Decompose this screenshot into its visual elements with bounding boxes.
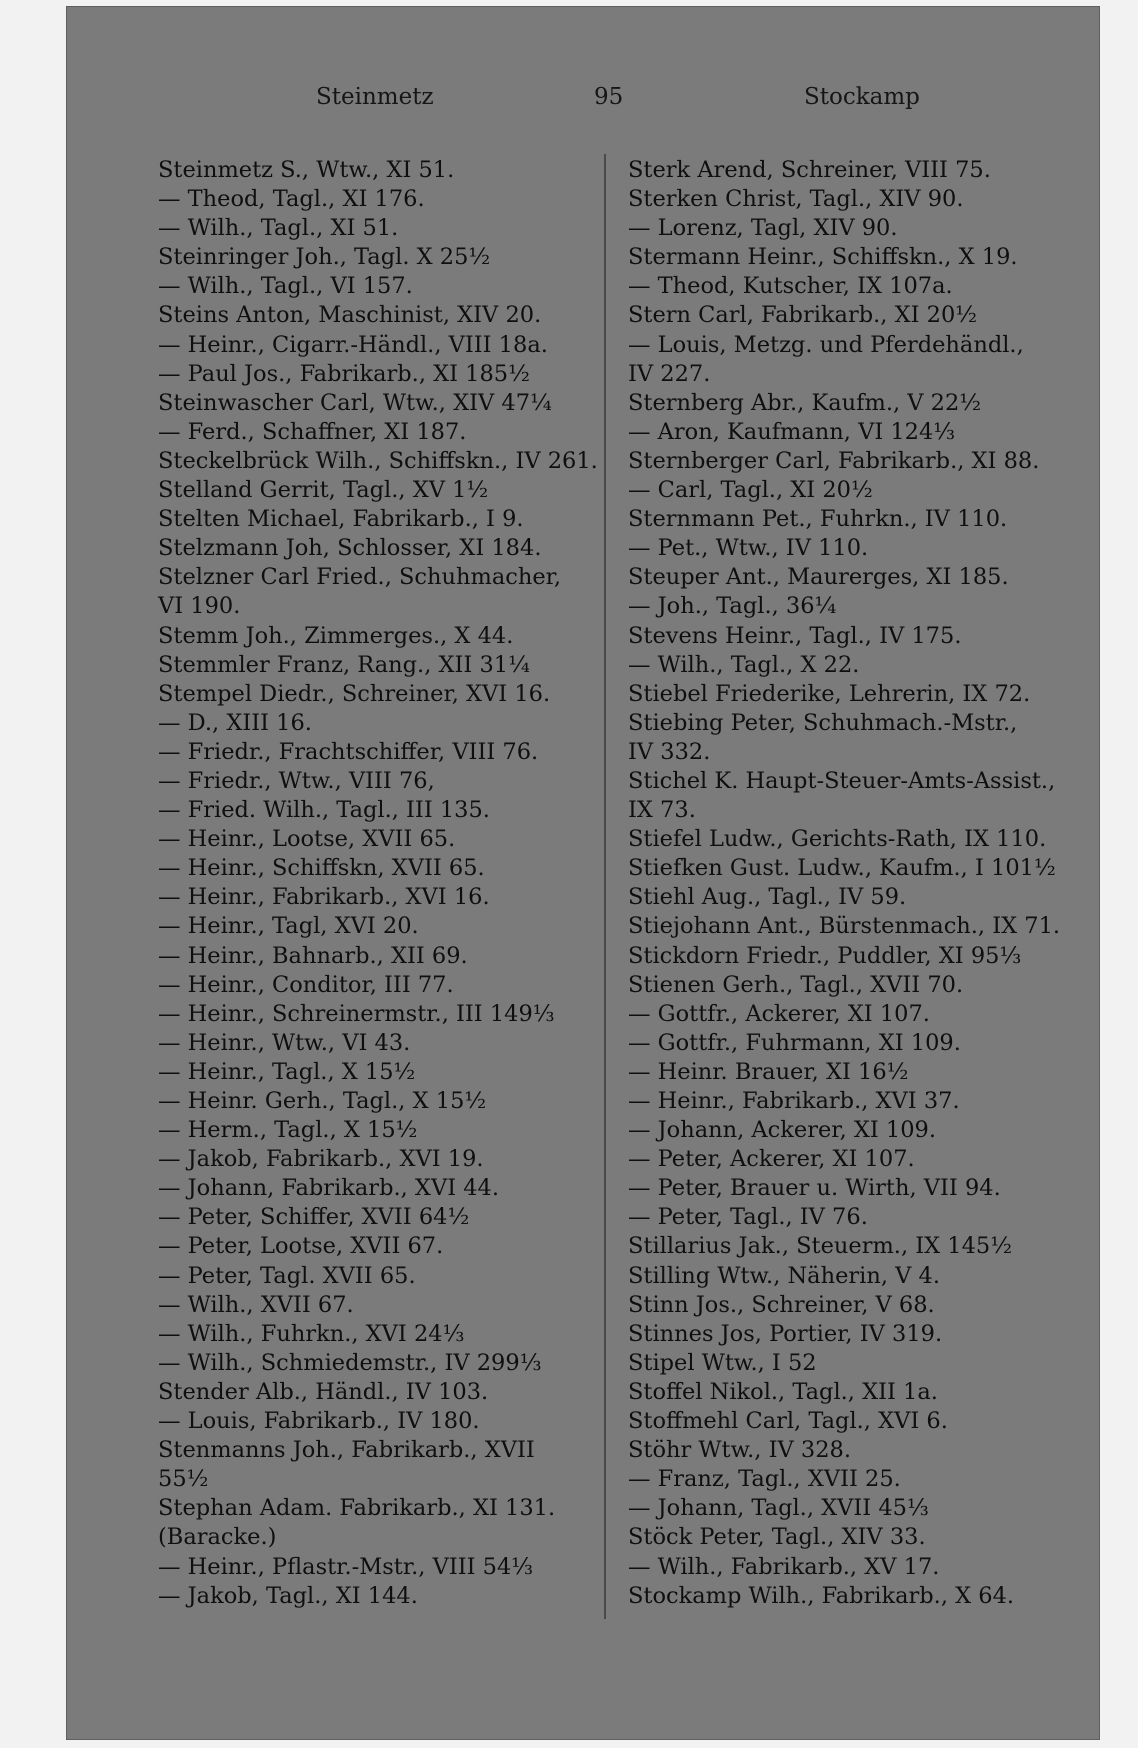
directory-entry: — Joh., Tagl., 36¼ bbox=[628, 593, 837, 620]
right-column bbox=[628, 156, 1061, 1611]
directory-entry: Stichel K. Haupt-Steuer-Amts-Assist., bbox=[628, 767, 1056, 794]
directory-entry: — Johann, Fabrikarb., XVI 44. bbox=[158, 1175, 500, 1202]
directory-entry: — Peter, Lootse, XVII 67. bbox=[158, 1233, 444, 1260]
directory-entry: — Friedr., Frachtschiffer, VIII 76. bbox=[158, 738, 539, 765]
directory-entry: Stillarius Jak., Steuerm., IX 145½ bbox=[628, 1233, 1013, 1260]
directory-entry: — Theod, Tagl., XI 176. bbox=[158, 186, 425, 213]
directory-entry: — Heinr., Pflastr.-Mstr., VIII 54⅓ bbox=[158, 1553, 534, 1580]
directory-entry: Stelzner Carl Fried., Schuhmacher, bbox=[158, 564, 562, 591]
directory-entry: Stöck Peter, Tagl., XIV 33. bbox=[628, 1524, 926, 1551]
directory-entry: — Heinr., Schreinermstr., III 149⅓ bbox=[158, 1000, 555, 1027]
directory-entry: — Wilh., Tagl., XI 51. bbox=[158, 215, 399, 242]
directory-entry: — Heinr., Cigarr.-Händl., VIII 18a. bbox=[158, 331, 548, 358]
directory-entry: — Wilh., Tagl., X 22. bbox=[628, 651, 860, 678]
directory-entry: — Peter, Schiffer, XVII 64½ bbox=[158, 1204, 470, 1231]
directory-entry: Stelzmann Joh, Schlosser, XI 184. bbox=[158, 535, 542, 562]
directory-entry: — Carl, Tagl., XI 20½ bbox=[628, 477, 873, 504]
directory-entry: — Wilh., Tagl., VI 157. bbox=[158, 273, 413, 300]
directory-entry: — Heinr., Fabrikarb., XVI 37. bbox=[628, 1088, 960, 1114]
directory-entry: — Theod, Kutscher, IX 107a. bbox=[628, 273, 953, 300]
directory-entry: Stiefel Ludw., Gerichts-Rath, IX 110. bbox=[628, 826, 1047, 853]
directory-entry: Stermann Heinr., Schiffskn., X 19. bbox=[628, 244, 1018, 271]
directory-entry: Stiehl Aug., Tagl., IV 59. bbox=[628, 884, 907, 911]
directory-entry: — Peter, Tagl. XVII 65. bbox=[158, 1262, 416, 1289]
directory-entry: — Aron, Kaufmann, VI 124⅓ bbox=[628, 418, 956, 445]
directory-entry: Stoffmehl Carl, Tagl., XVI 6. bbox=[628, 1408, 948, 1435]
directory-entry: Steinwascher Carl, Wtw., XIV 47¼ bbox=[158, 389, 552, 416]
directory-entry: — Jakob, Tagl., XI 144. bbox=[158, 1582, 418, 1609]
directory-entry: Stender Alb., Händl., IV 103. bbox=[158, 1378, 489, 1405]
directory-entry: — Friedr., Wtw., VIII 76, bbox=[158, 767, 435, 794]
directory-entry: Sternberger Carl, Fabrikarb., XI 88. bbox=[628, 447, 1040, 474]
directory-entry: — Heinr., Tagl, XVI 20. bbox=[158, 913, 419, 940]
directory-entry: — D., XIII 16. bbox=[158, 709, 312, 736]
header-right-keyword: Stockamp bbox=[804, 84, 920, 110]
directory-entry: Stelland Gerrit, Tagl., XV 1½ bbox=[158, 477, 489, 504]
directory-entry: — Heinr. Brauer, XI 16½ bbox=[628, 1058, 909, 1085]
directory-entry: — Wilh., XVII 67. bbox=[158, 1291, 354, 1318]
directory-entry: — Peter, Ackerer, XI 107. bbox=[628, 1146, 915, 1173]
directory-entry: — Herm., Tagl., X 15½ bbox=[158, 1117, 418, 1144]
directory-entry: — Heinr., Tagl., X 15½ bbox=[158, 1058, 416, 1085]
directory-entry: Steinmetz S., Wtw., XI 51. bbox=[158, 157, 455, 183]
directory-entry: Stern Carl, Fabrikarb., XI 20½ bbox=[628, 302, 978, 329]
directory-entry: Stienen Gerh., Tagl., XVII 70. bbox=[628, 971, 964, 998]
directory-entry: Stemmler Franz, Rang., XII 31¼ bbox=[158, 651, 530, 678]
directory-entry: — Heinr., Conditor, III 77. bbox=[158, 971, 454, 998]
directory-page bbox=[66, 6, 1100, 1740]
directory-entry: — Heinr., Lootse, XVII 65. bbox=[158, 826, 456, 853]
directory-entry: — Gottfr., Fuhrmann, XI 109. bbox=[628, 1029, 961, 1056]
directory-entry: — Paul Jos., Fabrikarb., XI 185½ bbox=[158, 360, 530, 387]
directory-entry: Sterk Arend, Schreiner, VIII 75. bbox=[628, 157, 991, 183]
directory-entry: — Heinr., Wtw., VI 43. bbox=[158, 1029, 411, 1056]
column-divider bbox=[604, 154, 606, 1619]
page-header bbox=[66, 84, 1100, 120]
directory-entry: — Wilh., Fabrikarb., XV 17. bbox=[628, 1553, 940, 1580]
directory-entry: Steuper Ant., Maurerges, XI 185. bbox=[628, 564, 1009, 591]
directory-entry: Steckelbrück Wilh., Schiffskn., IV 261. bbox=[158, 447, 598, 474]
directory-entry: — Jakob, Fabrikarb., XVI 19. bbox=[158, 1146, 484, 1173]
directory-entry: VI 190. bbox=[158, 593, 241, 620]
directory-entry: — Louis, Metzg. und Pferdehändl., bbox=[628, 331, 1024, 358]
directory-entry: — Johann, Ackerer, XI 109. bbox=[628, 1117, 937, 1144]
directory-entry: — Heinr., Bahnarb., XII 69. bbox=[158, 942, 468, 969]
directory-entry: 55½ bbox=[158, 1466, 209, 1493]
directory-entry: — Wilh., Schmiedemstr., IV 299⅓ bbox=[158, 1349, 542, 1376]
directory-entry: — Franz, Tagl., XVII 25. bbox=[628, 1466, 901, 1493]
directory-entry: IV 332. bbox=[628, 738, 711, 765]
directory-entry: — Pet., Wtw., IV 110. bbox=[628, 535, 869, 562]
directory-entry: Stilling Wtw., Näherin, V 4. bbox=[628, 1262, 941, 1289]
directory-entry: (Baracke.) bbox=[158, 1524, 277, 1551]
directory-entry: Stiebing Peter, Schuhmach.-Mstr., bbox=[628, 709, 1018, 736]
directory-entry: IV 227. bbox=[628, 360, 711, 387]
directory-entry: Stephan Adam. Fabrikarb., XI 131. bbox=[158, 1495, 556, 1522]
directory-entry: — Lorenz, Tagl, XIV 90. bbox=[628, 215, 898, 242]
directory-entry: — Gottfr., Ackerer, XI 107. bbox=[628, 1000, 930, 1027]
directory-entry: Stockamp Wilh., Fabrikarb., X 64. bbox=[628, 1582, 1015, 1609]
directory-entry: Steins Anton, Maschinist, XIV 20. bbox=[158, 302, 542, 329]
header-left-keyword: Steinmetz bbox=[316, 84, 434, 110]
directory-entry: Stickdorn Friedr., Puddler, XI 95⅓ bbox=[628, 942, 1022, 969]
directory-entry: Stinn Jos., Schreiner, V 68. bbox=[628, 1291, 935, 1318]
directory-entry: — Heinr., Schiffskn, XVII 65. bbox=[158, 855, 485, 882]
directory-entry: Sternmann Pet., Fuhrkn., IV 110. bbox=[628, 506, 1008, 533]
directory-entry: Stiejohann Ant., Bürstenmach., IX 71. bbox=[628, 913, 1061, 940]
left-column bbox=[158, 156, 598, 1611]
directory-entry: Stoffel Nikol., Tagl., XII 1a. bbox=[628, 1378, 938, 1405]
directory-entry: — Wilh., Fuhrkn., XVI 24⅓ bbox=[158, 1320, 465, 1347]
directory-entry: — Fried. Wilh., Tagl., III 135. bbox=[158, 797, 490, 824]
directory-entry: IX 73. bbox=[628, 797, 696, 824]
directory-entry: — Ferd., Schaffner, XI 187. bbox=[158, 418, 467, 445]
directory-entry: — Johann, Tagl., XVII 45⅓ bbox=[628, 1495, 929, 1522]
directory-entry: Stenmanns Joh., Fabrikarb., XVII bbox=[158, 1437, 535, 1464]
directory-entry: — Heinr., Fabrikarb., XVI 16. bbox=[158, 884, 490, 911]
directory-entry: — Louis, Fabrikarb., IV 180. bbox=[158, 1408, 480, 1435]
directory-entry: Stiefken Gust. Ludw., Kaufm., I 101½ bbox=[628, 855, 1056, 882]
page-number: 95 bbox=[594, 84, 624, 110]
directory-entry: Steinringer Joh., Tagl. X 25½ bbox=[158, 244, 491, 271]
directory-entry: Stevens Heinr., Tagl., IV 175. bbox=[628, 622, 962, 649]
directory-entry: Stempel Diedr., Schreiner, XVI 16. bbox=[158, 680, 551, 707]
directory-entry: Stöhr Wtw., IV 328. bbox=[628, 1437, 852, 1464]
directory-entry: Sterken Christ, Tagl., XIV 90. bbox=[628, 186, 964, 213]
directory-entry: Stelten Michael, Fabrikarb., I 9. bbox=[158, 506, 524, 533]
directory-entry: Stemm Joh., Zimmerges., X 44. bbox=[158, 622, 514, 649]
directory-entry: Stinnes Jos, Portier, IV 319. bbox=[628, 1320, 943, 1347]
directory-entry: — Peter, Brauer u. Wirth, VII 94. bbox=[628, 1175, 1001, 1202]
directory-entry: Stiebel Friederike, Lehrerin, IX 72. bbox=[628, 680, 1031, 707]
directory-entry: — Peter, Tagl., IV 76. bbox=[628, 1204, 868, 1231]
directory-entry: Sternberg Abr., Kaufm., V 22½ bbox=[628, 389, 982, 416]
directory-entry: — Heinr. Gerh., Tagl., X 15½ bbox=[158, 1088, 487, 1114]
directory-entry: Stipel Wtw., I 52 bbox=[628, 1349, 817, 1376]
